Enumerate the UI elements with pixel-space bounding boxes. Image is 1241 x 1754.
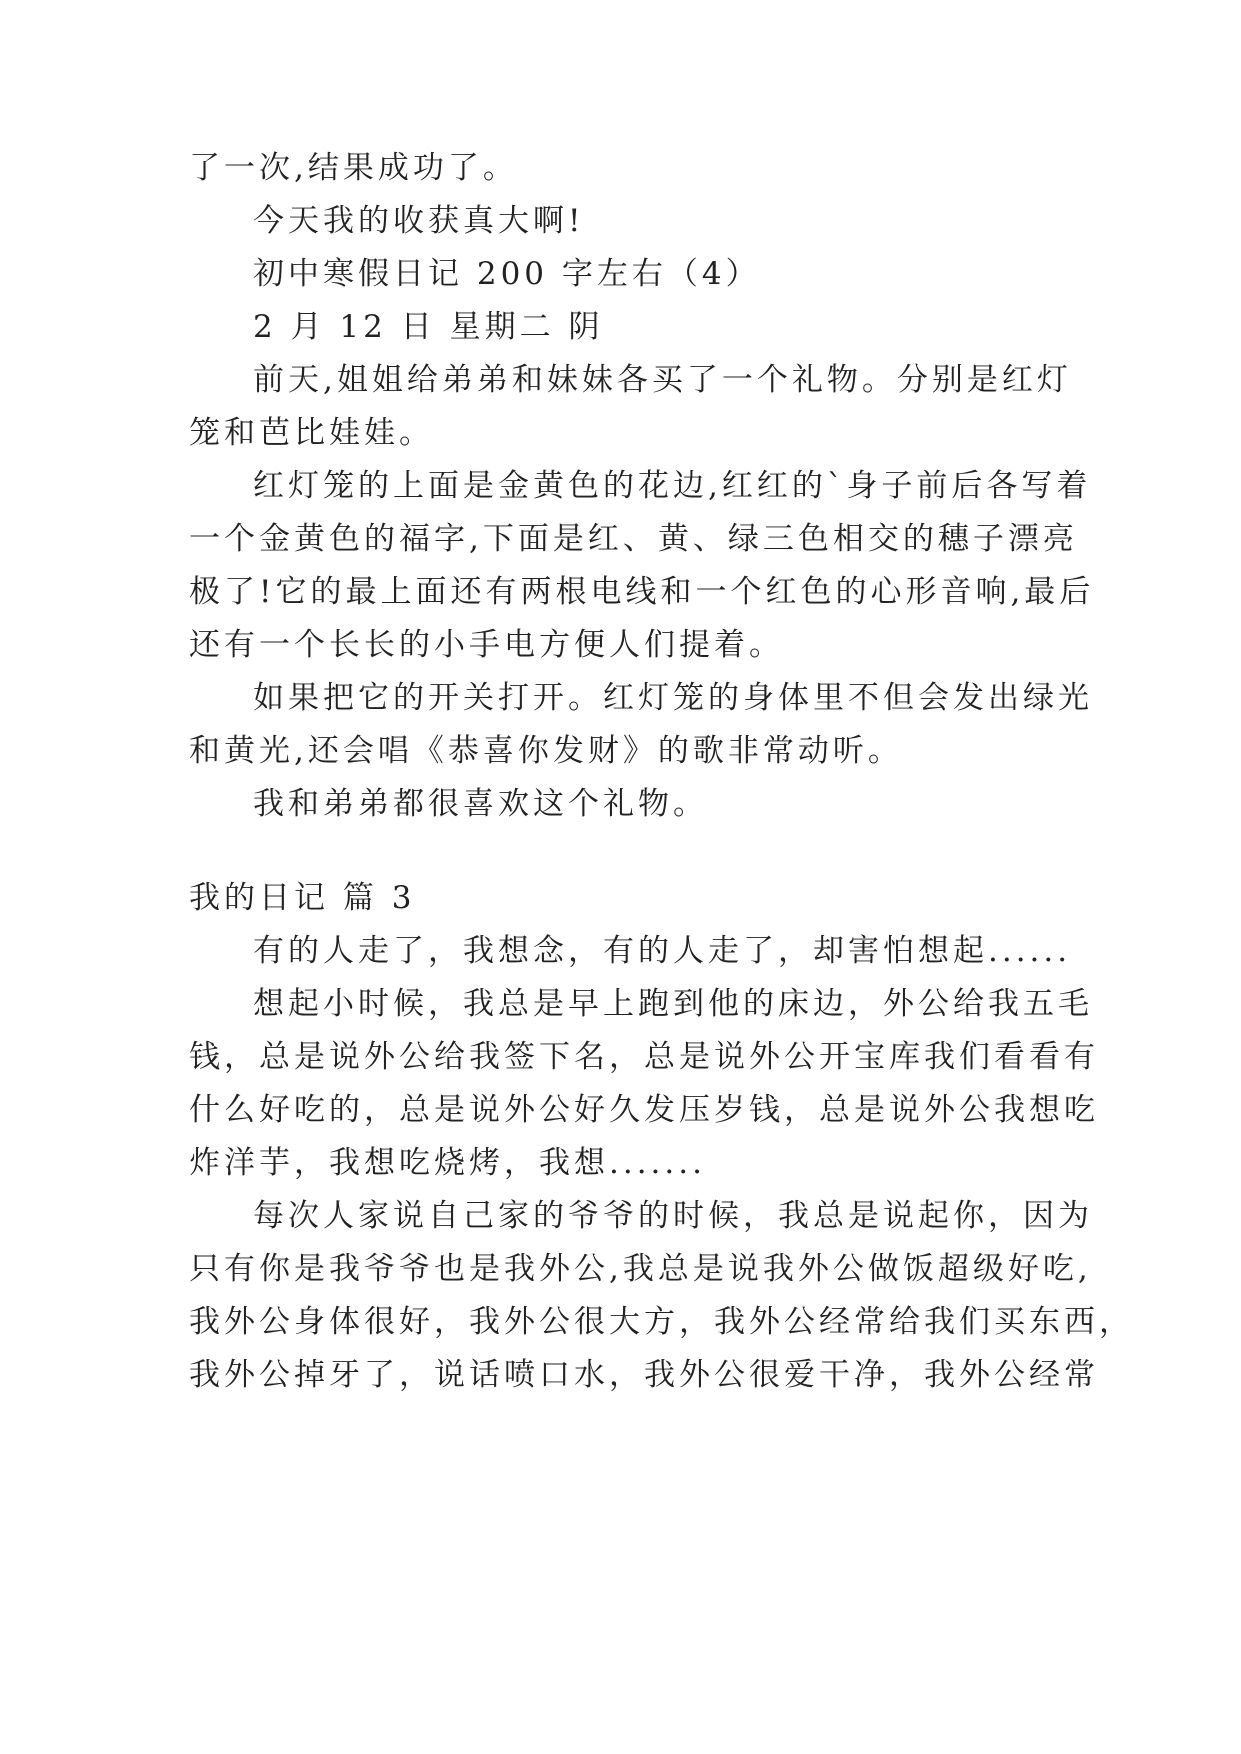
section-heading: 我的日记 篇 3 bbox=[189, 880, 416, 916]
paragraph-line: 今天我的收获真大啊! bbox=[253, 203, 585, 239]
paragraph-line: 什么好吃的，总是说外公好久发压岁钱，总是说外公我想吃 bbox=[189, 1092, 1099, 1128]
paragraph-line: 有的人走了，我想念，有的人走了，却害怕想起...... bbox=[253, 933, 1072, 969]
paragraph-line: 只有你是我爷爷也是我外公,我总是说我外公做饭超级好吃, bbox=[189, 1251, 1092, 1287]
paragraph-line: 我外公掉牙了，说话喷口水，我外公很爱干净，我外公经常 bbox=[189, 1357, 1099, 1393]
paragraph-line: 红灯笼的上面是金黄色的花边,红红的`身子前后各写着 bbox=[253, 468, 1092, 504]
entry-title: 初中寒假日记 200 字左右（4） bbox=[253, 256, 761, 292]
entry-date: 2 月 12 日 星期二 阴 bbox=[253, 309, 604, 345]
paragraph-line: 还有一个长长的小手电方便人们提着。 bbox=[189, 627, 784, 663]
paragraph-line: 一个金黄色的福字,下面是红、黄、绿三色相交的穗子漂亮 bbox=[189, 521, 1078, 557]
paragraph-line: 每次人家说自己家的爷爷的时候，我总是说起你，因为 bbox=[253, 1198, 1093, 1234]
paragraph-line: 和黄光,还会唱《恭喜你发财》的歌非常动听。 bbox=[189, 733, 903, 769]
paragraph-line: 我外公身体很好，我外公很大方，我外公经常给我们买东西， bbox=[189, 1304, 1134, 1340]
paragraph-line: 想起小时候，我总是早上跑到他的床边，外公给我五毛 bbox=[253, 986, 1093, 1022]
paragraph-line: 我和弟弟都很喜欢这个礼物。 bbox=[253, 786, 708, 822]
paragraph-line: 笼和芭比娃娃。 bbox=[189, 415, 434, 451]
paragraph-line: 了一次,结果成功了。 bbox=[189, 150, 518, 186]
paragraph-line: 如果把它的开关打开。红灯笼的身体里不但会发出绿光 bbox=[253, 680, 1093, 716]
paragraph-line: 极了!它的最上面还有两根电线和一个红色的心形音响,最后 bbox=[189, 574, 1095, 610]
paragraph-line: 前天,姐姐给弟弟和妹妹各买了一个礼物。分别是红灯 bbox=[253, 362, 1072, 398]
paragraph-line: 钱，总是说外公给我签下名，总是说外公开宝库我们看看有 bbox=[189, 1039, 1099, 1075]
paragraph-line: 炸洋芋，我想吃烧烤，我想....... bbox=[189, 1145, 706, 1181]
